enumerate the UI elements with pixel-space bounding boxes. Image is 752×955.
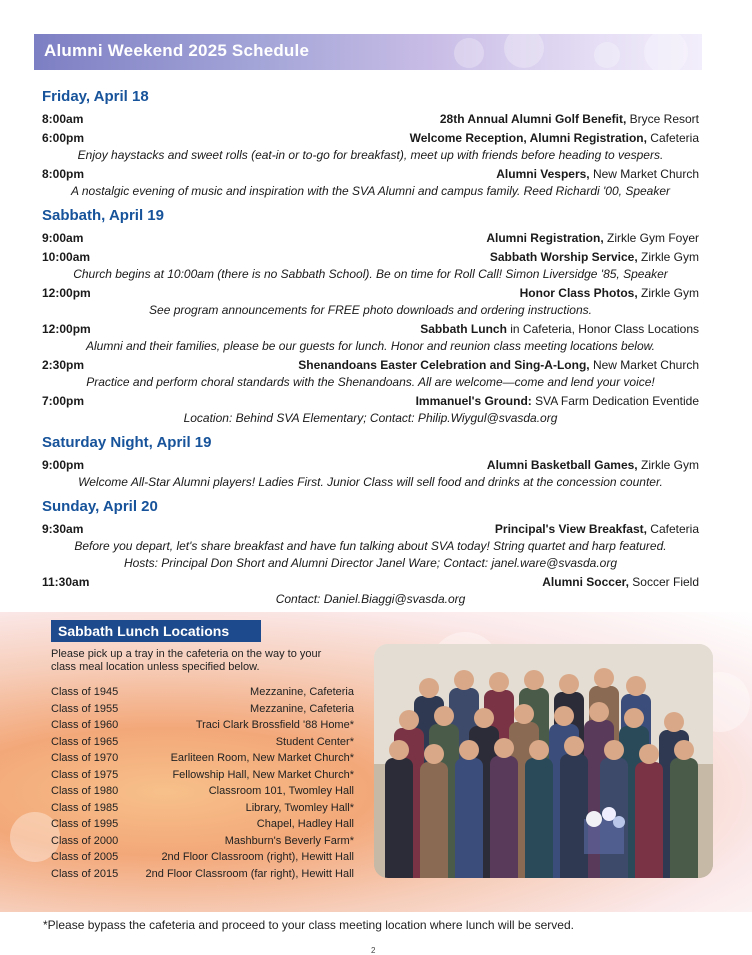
lunch-location-row: [51, 783, 354, 800]
class-year: Class of 2000: [51, 834, 119, 847]
class-location: Chapel, Hadley Hall: [256, 818, 354, 830]
lunch-location-row: [51, 866, 354, 883]
class-year: Class of 1955: [51, 702, 119, 715]
class-location: Traci Clark Brossfield '88 Home*: [195, 719, 354, 731]
event-time: 11:30am: [42, 575, 90, 589]
event-description: Practice and perform choral standards with the Shenandoans. All are welcome—come and lend your voice!: [86, 375, 655, 389]
schedule-event: [42, 285, 699, 318]
event-location: Cafeteria: [646, 131, 699, 145]
event-title: [410, 130, 699, 146]
event-title: [487, 457, 699, 473]
schedule-event: [42, 249, 699, 282]
class-location: Fellowship Hall, New Market Church*: [172, 768, 354, 781]
event-location: Zirkle Gym: [637, 458, 699, 472]
day-heading: Saturday Night, April 19: [42, 434, 212, 451]
lunch-location-row: [51, 767, 354, 784]
event-location: Zirkle Gym Foyer: [603, 231, 699, 245]
event-title: [486, 230, 699, 246]
event-name: Principal's View Breakfast,: [494, 522, 647, 536]
event-title: [420, 321, 699, 337]
front-row-person-body: [420, 762, 448, 878]
event-description: Hosts: Principal Don Short and Alumni Director Janel Ware; Contact: janel.ware@svasda.org: [123, 556, 618, 570]
event-time: 10:00am: [42, 250, 91, 264]
event-time: 9:00am: [42, 231, 84, 245]
schedule-event: [42, 111, 699, 127]
front-row-person-body: [455, 758, 483, 878]
schedule-event: [42, 521, 699, 571]
class-year: Class of 1995: [51, 818, 119, 830]
event-time: 9:00pm: [42, 458, 85, 472]
back-row-person-head: [559, 674, 579, 694]
schedule-event: [42, 393, 699, 426]
event-description: Welcome All-Star Alumni players! Ladies First. Junior Class will sell food and drinks at the concession counter.: [78, 475, 663, 489]
schedule-event: [42, 574, 699, 607]
class-year: Class of 1975: [51, 768, 119, 781]
class-location: Classroom 101, Twomley Hall: [208, 785, 354, 797]
event-description: Enjoy haystacks and sweet rolls (eat-in or to-go for breakfast), meet up with friends before heading to vespers.: [77, 148, 664, 162]
lunch-locations-list: [51, 684, 354, 882]
event-time: 2:30pm: [42, 358, 85, 372]
event-title: [490, 249, 699, 265]
middle-row-person-head: [399, 710, 419, 730]
lunch-location-row: [51, 734, 354, 751]
event-time: 8:00am: [42, 112, 84, 126]
page-number: 2: [371, 946, 376, 955]
back-row-person-head: [489, 672, 509, 692]
class-year: Class of 1985: [51, 801, 119, 814]
middle-row-person-head: [589, 702, 609, 722]
front-row-person-head: [604, 740, 624, 760]
back-row-person-head: [524, 670, 544, 690]
lunch-location-row: [51, 750, 354, 767]
schedule: [42, 80, 699, 607]
lunch-location-row: [51, 833, 354, 850]
event-title: [542, 574, 699, 590]
front-row-person-body: [385, 758, 413, 878]
event-title: [495, 521, 699, 537]
front-row-person-head: [389, 740, 409, 760]
alumni-group-photo: [374, 644, 713, 878]
event-name: Sabbath Worship Service,: [489, 250, 638, 264]
event-title: [520, 285, 699, 301]
front-row-person-head: [424, 744, 444, 764]
back-row-person-head: [626, 676, 646, 696]
event-time: 12:00pm: [42, 286, 91, 300]
back-row-person-head: [454, 670, 474, 690]
schedule-event: [42, 357, 699, 390]
event-description: Church begins at 10:00am (there is no Sabbath School). Be on time for Roll Call! Simon Liversidge '85, Speaker: [73, 267, 668, 281]
schedule-event: [42, 230, 699, 246]
lunch-location-row: [51, 684, 354, 701]
lunch-section: [0, 612, 752, 912]
middle-row-person-head: [624, 708, 644, 728]
event-location: Zirkle Gym: [637, 286, 699, 300]
event-time: 6:00pm: [42, 131, 85, 145]
middle-row-person-head: [514, 704, 534, 724]
event-description: Alumni and their families, please be our guests for lunch. Honor and reunion class meeting locations below.: [86, 339, 655, 353]
front-row-person-head: [639, 744, 659, 764]
front-row-person-body: [670, 758, 698, 878]
event-time: 7:00pm: [42, 394, 85, 408]
lunch-locations-title: Sabbath Lunch Locations: [51, 620, 261, 642]
event-name: Shenandoans Easter Celebration and Sing-A-Long,: [298, 358, 590, 372]
event-name: Alumni Vespers,: [496, 167, 590, 181]
event-description: A nostalgic evening of music and inspiration with the SVA Alumni and campus family. Reed Richardi '00, Speaker: [70, 184, 671, 198]
event-title: [440, 111, 699, 127]
front-row-person-head: [529, 740, 549, 760]
event-description: See program announcements for FREE photo downloads and ordering instructions.: [149, 303, 592, 317]
schedule-event: [42, 130, 699, 163]
schedule-event: [42, 457, 699, 490]
front-row-person-head: [494, 738, 514, 758]
middle-row-person-head: [664, 712, 684, 732]
event-location: in Cafeteria, Honor Class Locations: [506, 322, 699, 336]
lunch-location-row: [51, 701, 354, 718]
class-year: Class of 1970: [51, 752, 119, 764]
event-title: [416, 393, 699, 409]
event-name: Welcome Reception, Alumni Registration,: [409, 131, 647, 145]
event-name: Alumni Soccer,: [542, 575, 629, 589]
event-name: Sabbath Lunch: [420, 322, 507, 336]
lunch-location-row: [51, 816, 354, 833]
event-description: Location: Behind SVA Elementary; Contact: Philip.Wiygul@svasda.org: [183, 411, 558, 425]
front-row-person-body: [635, 762, 663, 878]
event-name: Alumni Registration,: [486, 231, 604, 245]
class-year: Class of 2005: [51, 851, 119, 863]
day-heading: Friday, April 18: [42, 88, 149, 105]
event-location: Cafeteria: [646, 522, 699, 536]
class-location: Library, Twomley Hall*: [245, 801, 354, 814]
front-row-person-head: [674, 740, 694, 760]
group-photo-illustration: [374, 644, 713, 878]
event-location: New Market Church: [589, 358, 699, 372]
front-row-person-body: [490, 756, 518, 878]
event-title: [298, 357, 699, 373]
middle-row-person-head: [474, 708, 494, 728]
class-location: Mezzanine, Cafeteria: [250, 686, 354, 698]
class-location: Student Center*: [275, 735, 354, 748]
back-row-person-head: [594, 668, 614, 688]
event-time: 12:00pm: [42, 322, 91, 336]
class-location: 2nd Floor Classroom (right), Hewitt Hall: [161, 851, 354, 863]
middle-row-person-head: [434, 706, 454, 726]
event-time: 8:00pm: [42, 167, 85, 181]
front-row-person-head: [564, 736, 584, 756]
front-row-person-body: [560, 754, 588, 878]
event-name: 28th Annual Alumni Golf Benefit,: [439, 112, 627, 126]
schedule-event: [42, 321, 699, 354]
schedule-banner: [34, 34, 702, 70]
class-location: 2nd Floor Classroom (far right), Hewitt Hall: [145, 867, 354, 880]
day-heading: Sabbath, April 19: [42, 207, 164, 224]
event-location: New Market Church: [589, 167, 699, 181]
class-location: Mashburn's Beverly Farm*: [224, 834, 354, 847]
event-title: [496, 166, 699, 182]
event-description: Before you depart, let's share breakfast and have fun talking about SVA today! String quartet and harp featured.: [74, 539, 667, 553]
class-year: Class of 1965: [51, 735, 119, 748]
lunch-location-row: [51, 800, 354, 817]
event-time: 9:30am: [42, 522, 84, 536]
event-location: Zirkle Gym: [637, 250, 699, 264]
class-year: Class of 1980: [51, 785, 119, 797]
class-year: Class of 1960: [51, 719, 119, 731]
schedule-event: [42, 166, 699, 199]
lunch-note: Please pick up a tray in the cafeteria on the way to your class meal location unless specified below.: [51, 648, 322, 673]
class-location: Earliteen Room, New Market Church*: [170, 752, 354, 764]
back-row-person-head: [419, 678, 439, 698]
class-year: Class of 1945: [51, 686, 119, 698]
event-description: Contact: Daniel.Biaggi@svasda.org: [275, 592, 466, 606]
page-title: Alumni Weekend 2025 Schedule: [44, 41, 310, 60]
event-location: SVA Farm Dedication Eventide: [531, 394, 699, 408]
event-location: Bryce Resort: [626, 112, 699, 126]
middle-row-person-head: [554, 706, 574, 726]
class-year: Class of 2015: [51, 867, 119, 880]
front-row-person-body: [525, 758, 553, 878]
day-heading: Sunday, April 20: [42, 498, 158, 515]
event-location: Soccer Field: [628, 575, 699, 589]
lunch-location-row: [51, 849, 354, 866]
event-name: Immanuel's Ground:: [415, 394, 532, 408]
footnote: *Please bypass the cafeteria and proceed to your class meeting location where lunch will be served.: [43, 918, 574, 932]
lunch-location-row: [51, 717, 354, 734]
event-name: Honor Class Photos,: [519, 286, 638, 300]
class-location: Mezzanine, Cafeteria: [250, 702, 354, 715]
event-name: Alumni Basketball Games,: [486, 458, 638, 472]
front-row-person-head: [459, 740, 479, 760]
